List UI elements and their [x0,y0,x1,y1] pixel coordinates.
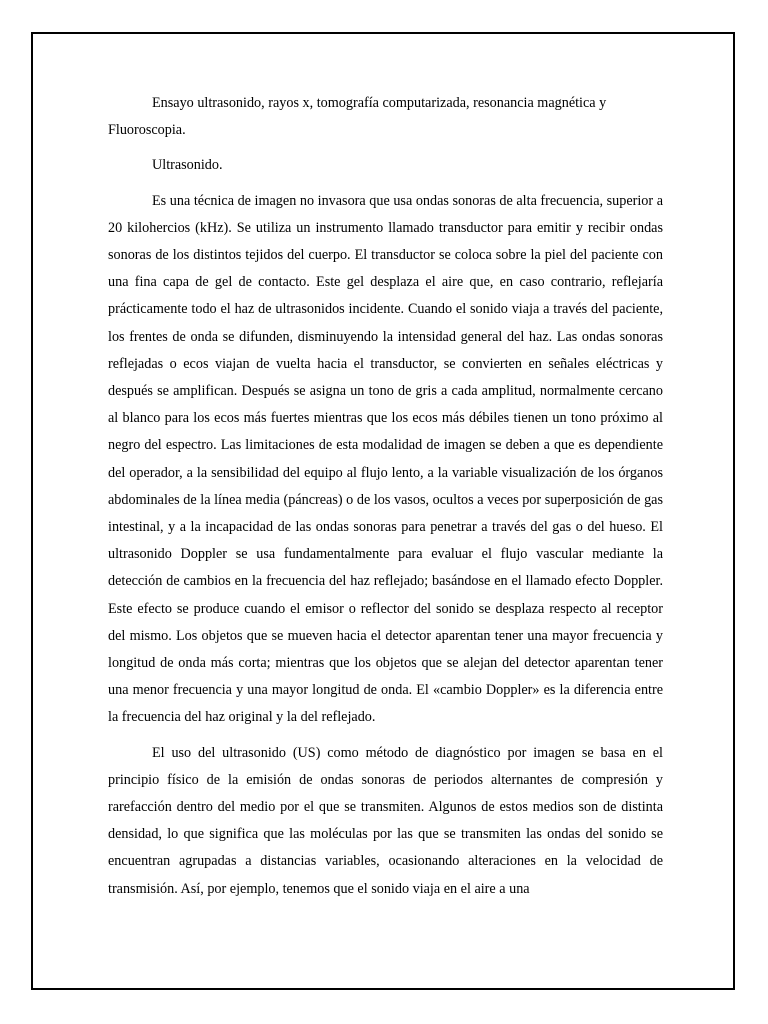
document-title: Ensayo ultrasonido, rayos x, tomografía computarizada, resonancia magnética y Fluoroscopia. [108,95,607,139]
paragraph: Es una técnica de imagen no invasora que usa ondas sonoras de alta frecuencia, superior a 20 kilohercios (kHz). Se utiliza un instrumento llamado transductor para emitir y recibir ondas sonoras de los distintos tejidos del cuerpo. El transductor se coloca sobre la piel del paciente con una fina capa de gel de contacto. Este gel desplaza el aire que, en caso contrario, reflejaría prácticamente todo el haz de ultrasonidos incidente. Cuando el sonido viaja a través del paciente, los frentes de onda se difunden, disminuyendo la intensidad general del haz. Las ondas sonoras reflejadas o ecos viajan de vuelta hacia el transductor, se convierten en señales eléctricas y después se amplifican. Después se asigna un tono de gris a cada amplitud, normalmente cercano al blanco para los ecos más fuertes mientras que los ecos más débiles tienen un tono próximo al negro del espectro. Las limitaciones de esta modalidad de imagen se deben a que es dependiente del operador, a la sensibilidad del equipo al flujo lento, a la variable visualización de los órganos abdominales de la línea media (páncreas) o de los vasos, ocultos a veces por superposición de gas intestinal, y a la incapacidad de las ondas sonoras para penetrar a través del gas o del hueso. El ultrasonido Doppler se usa fundamentalmente para evaluar el flujo vascular mediante la detección de cambios en la frecuencia del haz reflejado; basándose en el llamado efecto Doppler. Este efecto se produce cuando el emisor o reflector del sonido se desplaza respecto al receptor del mismo. Los objetos que se mueven hacia el detector aparentan tener una mayor frecuencia y longitud de onda más corta; mientras que los objetos que se alejan del detector aparentan tener una menor frecuencia y una mayor longitud de onda. El «cambio Doppler» es la diferencia entre la frecuencia del haz original y la del reflejado. [108,192,663,726]
section-heading: Ultrasonido. [152,157,223,174]
document-page [31,32,735,990]
document-body [108,90,663,911]
paragraph: El uso del ultrasonido (US) como método de diagnóstico por imagen se basa en el principio físico de la emisión de ondas sonoras de periodos alternantes de compresión y rarefacción dentro del medio por el que se transmiten. Algunos de estos medios son de distinta densidad, lo que significa que las moléculas por las que se transmiten las ondas del sonido se encuentran agrupadas a distancias variables, ocasionando alteraciones en la velocidad de transmisión. Así, por ejemplo, tenemos que el sonido viaja en el aire a una [108,744,663,897]
